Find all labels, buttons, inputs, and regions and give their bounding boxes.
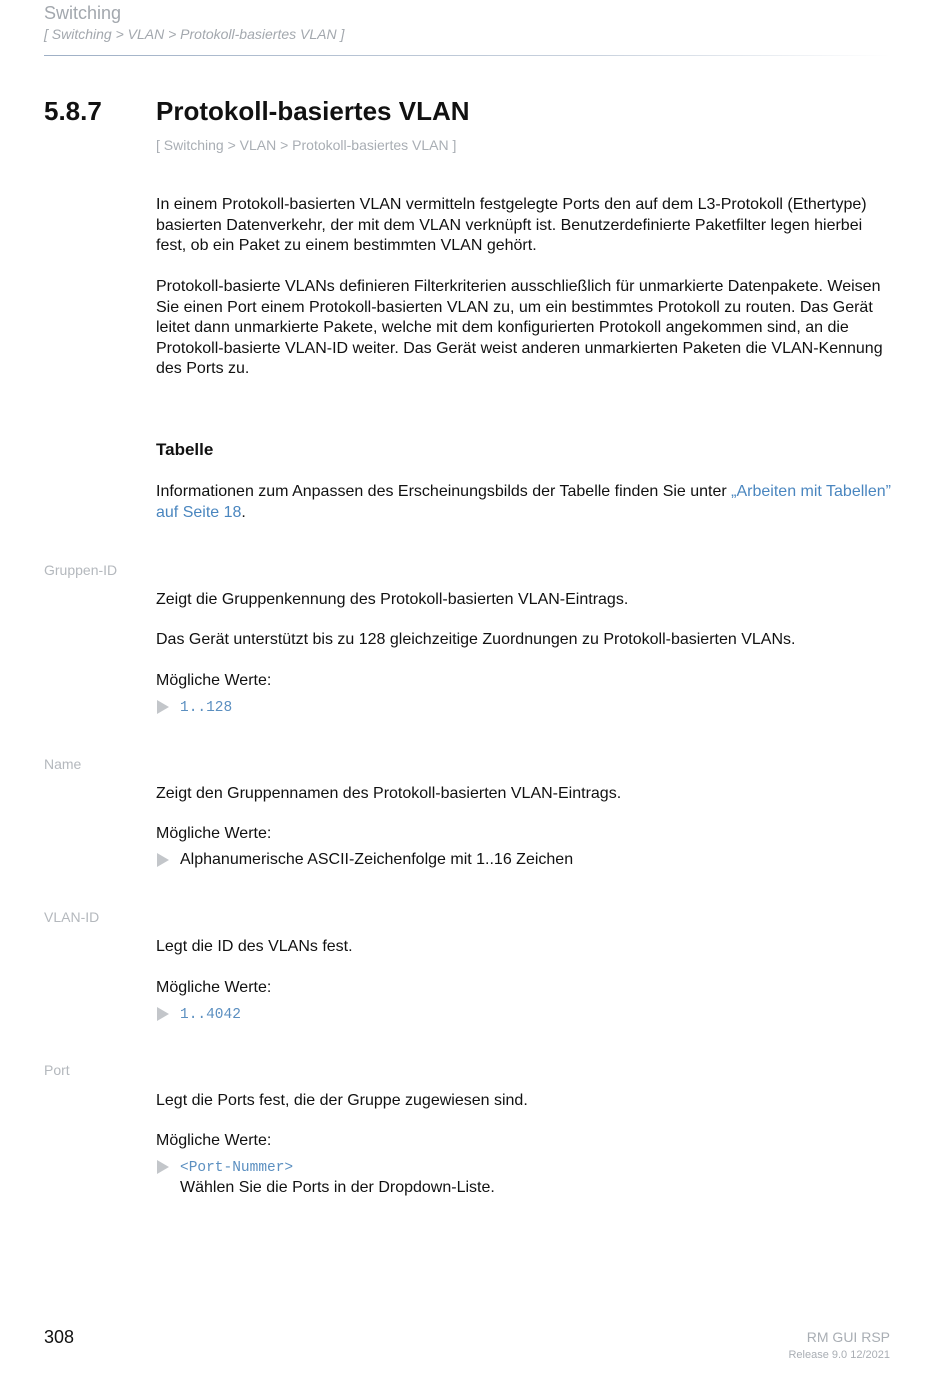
gruppen-id-description: Zeigt die Gruppenkennung des Protokoll-basierten VLAN-Eintrags. [156,591,629,608]
bullet-triangle-icon [157,700,169,714]
vlan-id-values-label: Mögliche Werte: [156,979,272,996]
name-description: Zeigt den Gruppennamen des Protokoll-basierten VLAN-Eintrags. [156,785,622,802]
bullet-triangle-icon [157,1160,169,1174]
bullet-triangle-icon [157,1007,169,1021]
section-title: Protokoll-basiertes VLAN [156,96,470,126]
port-value: <Port-Nummer> [180,1160,294,1176]
page-number: 308 [44,1327,75,1347]
running-header-title: Switching [44,3,122,23]
intro-paragraph-1: In einem Protokoll-basierten VLAN vermitteln festgelegte Ports den auf dem L3-Protokoll (Ethertype) basierten Datenverkehr, der mit dem VLAN verknüpft ist. Benutzerdefinierte Paketfilter legen hierbei fest, ob ein Paket zu einem bestimmten VLAN gehört. [156,196,867,255]
port-values-label: Mögliche Werte: [156,1132,272,1149]
name-values-label: Mögliche Werte: [156,825,272,842]
gruppen-id-values-label: Mögliche Werte: [156,672,272,689]
section-number: 5.8.7 [44,96,102,126]
name-value: Alphanumerische ASCII-Zeichenfolge mit 1..16 Zeichen [180,851,574,868]
intro-paragraph-2: Protokoll-basierte VLANs definieren Filterkriterien ausschließlich für unmarkierte Datenpakete. Weisen Sie einen Port einem Protokoll-basierten VLAN zu, um ein bestimmtes Protokoll zu routen. Das Gerät leitet dann unmarkierte Pakete, welche mit dem konfigurierten Protokoll angekommen sind, an die Protokoll-basierte VLAN-ID weiter. Das Gerät weist anderen unmarkierten Paketen die VLAN-Kennung des Ports zu. [156,278,883,378]
table-info-text: Informationen zum Anpassen des Erscheinungsbilds der Tabelle finden Sie unter [156,483,732,500]
section-breadcrumb: [ Switching > VLAN > Protokoll-basiertes VLAN ] [156,137,457,153]
term-vlan-id: VLAN-ID [44,909,100,925]
footer-document-name: RM GUI RSP [806,1329,890,1345]
bullet-triangle-icon [157,853,169,867]
gruppen-id-capacity-note: Das Gerät unterstützt bis zu 128 gleichzeitige Zuordnungen zu Protokoll-basierten VLANs. [156,631,796,648]
vlan-id-value: 1..4042 [180,1007,241,1023]
port-value-note: Wählen Sie die Ports in der Dropdown-Liste. [180,1179,495,1196]
term-name: Name [44,756,82,772]
table-heading: Tabelle [156,440,214,459]
gruppen-id-value: 1..128 [180,700,233,716]
term-gruppen-id: Gruppen-ID [44,562,118,578]
port-description: Legt die Ports fest, die der Gruppe zugewiesen sind. [156,1092,528,1109]
running-header-breadcrumb: [ Switching > VLAN > Protokoll-basiertes VLAN ] [44,26,345,42]
footer-release: Release 9.0 12/2021 [788,1349,890,1361]
table-info-paragraph [156,482,892,523]
vlan-id-description: Legt die ID des VLANs fest. [156,938,353,955]
term-port: Port [44,1062,70,1078]
table-info-suffix: . [241,503,246,521]
header-divider [44,55,890,56]
tables-reference-link[interactable]: „Arbeiten mit Tabellen” auf Seite 18 [156,483,891,521]
